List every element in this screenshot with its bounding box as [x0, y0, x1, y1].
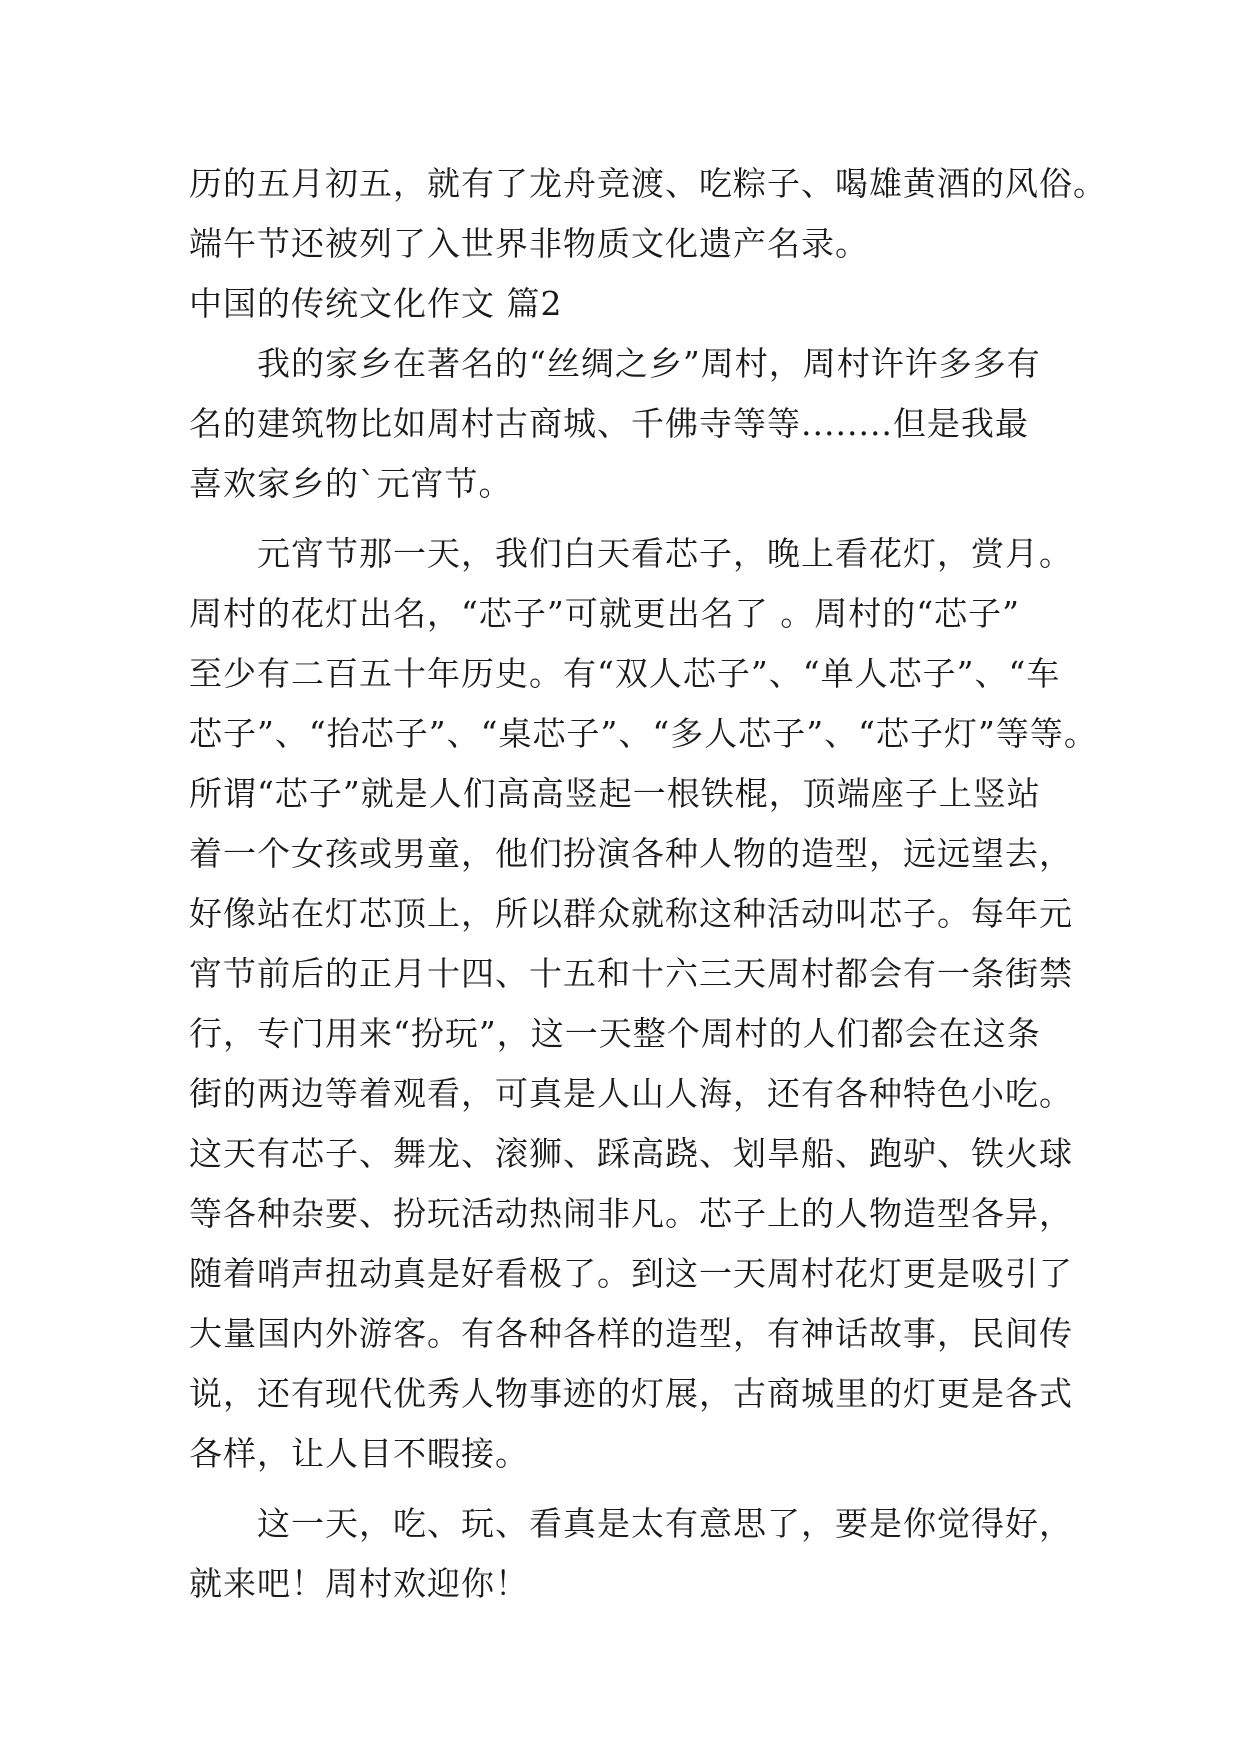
- intro-paragraph: [189, 154, 1107, 274]
- text-line: 名的建筑物比如周村古商城、千佛寺等等........但是我最: [189, 404, 1029, 443]
- paragraph-gap: [189, 514, 1069, 524]
- text-line: 端午节还被列了入世界非物质文化遗产名录。: [189, 224, 869, 263]
- text-line: 各样，让人目不暇接。: [189, 1434, 529, 1473]
- paragraph-3: [189, 1494, 1073, 1614]
- text-line: 好像站在灯芯顶上，所以群众就称这种活动叫芯子。每年元: [189, 894, 1073, 933]
- text-line: 历的五月初五，就有了龙舟竞渡、吃粽子、喝雄黄酒的风俗。: [189, 164, 1107, 203]
- text-line: 元宵节那一天，我们白天看芯子，晚上看花灯，赏月。: [189, 534, 1073, 573]
- paragraph-gap: [189, 1484, 1069, 1494]
- text-line: 这天有芯子、舞龙、滚狮、踩高跷、划旱船、跑驴、铁火球: [189, 1134, 1073, 1173]
- text-line: 至少有二百五十年历史。有“双人芯子”、“单人芯子”、“车: [189, 654, 1061, 693]
- text-line: 宵节前后的正月十四、十五和十六三天周村都会有一条街禁: [189, 954, 1073, 993]
- paragraph-2: [189, 524, 1098, 1484]
- text-line: 街的两边等着观看，可真是人山人海，还有各种特色小吃。: [189, 1074, 1073, 1113]
- text-line: 着一个女孩或男童，他们扮演各种人物的造型，远远望去，: [189, 834, 1073, 873]
- text-line: 我的家乡在著名的“丝绸之乡”周村，周村许许多多有: [189, 344, 1041, 383]
- text-line: 所谓“芯子”就是人们高高竖起一根铁棍，顶端座子上竖站: [189, 774, 1041, 813]
- text-line: 等各种杂要、扮玩活动热闹非凡。芯子上的人物造型各异，: [189, 1194, 1073, 1233]
- text-line: 行，专门用来“扮玩”，这一天整个周村的人们都会在这条: [189, 1014, 1041, 1053]
- text-line: 周村的花灯出名，“芯子”可就更出名了 。周村的“芯子”: [189, 594, 1020, 633]
- text-line: 大量国内外游客。有各种各样的造型，有神话故事，民间传: [189, 1314, 1073, 1353]
- text-line: 芯子”、“抬芯子”、“桌芯子”、“多人芯子”、“芯子灯”等等。: [189, 714, 1098, 753]
- text-line: 喜欢家乡的`元宵节。: [189, 464, 513, 503]
- text-line: 说，还有现代优秀人物事迹的灯展，古商城里的灯更是各式: [189, 1374, 1073, 1413]
- section-heading: 中国的传统文化作文 篇2: [189, 284, 563, 323]
- document-body: [189, 154, 1107, 1614]
- text-line: 就来吧！周村欢迎你！: [189, 1564, 529, 1603]
- paragraph-1: [189, 334, 1069, 514]
- text-line: 随着哨声扭动真是好看极了。到这一天周村花灯更是吸引了: [189, 1254, 1073, 1293]
- text-line: 这一天，吃、玩、看真是太有意思了，要是你觉得好，: [189, 1504, 1073, 1543]
